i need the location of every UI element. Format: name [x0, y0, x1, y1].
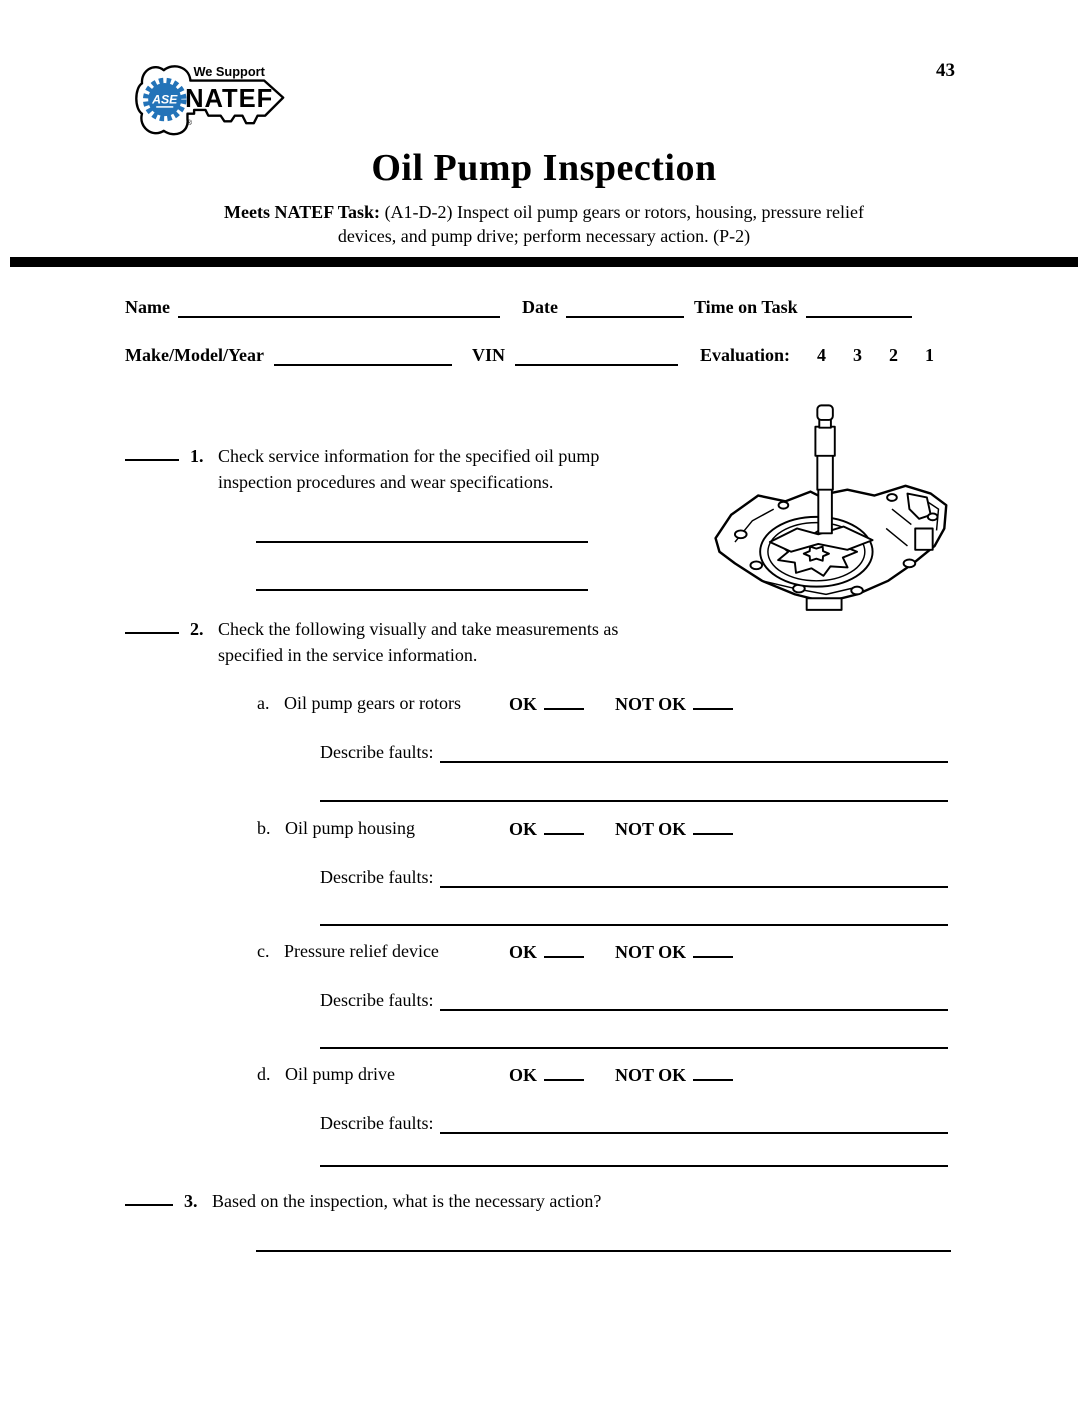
oil-pump-line-drawing — [702, 398, 954, 626]
subitem-d-ok-blank[interactable] — [544, 1064, 584, 1081]
date-label: Date — [521, 297, 558, 317]
subitem-c-row — [257, 941, 687, 965]
not-ok-label: NOT OK — [615, 1065, 687, 1085]
item-1-text-line-1: Check service information for the specified oil pump — [218, 446, 600, 466]
divider-rule — [10, 257, 1078, 267]
item-3-text — [212, 1188, 601, 1214]
subitem-a-text: Oil pump gears or rotors — [284, 693, 461, 713]
subitem-d-faults-blank[interactable] — [440, 1116, 948, 1134]
logo-support-text: We Support — [193, 63, 265, 79]
subitem-d-describe-row — [320, 1113, 948, 1134]
subitem-a-faults-blank[interactable] — [440, 745, 948, 763]
bolt-hole — [779, 502, 789, 509]
ok-label: OK — [509, 694, 538, 714]
bottom-tab — [807, 598, 842, 610]
pump-drive-shaft — [815, 405, 834, 533]
subitem-b-row — [257, 818, 687, 842]
bolt-hole — [887, 494, 897, 501]
subitem-a-letter: a. — [257, 693, 270, 713]
item-3-number: 3. — [184, 1191, 198, 1211]
subitem-b-faults-line-2[interactable] — [320, 924, 948, 926]
not-ok-label: NOT OK — [615, 694, 687, 714]
vin-label: VIN — [471, 345, 505, 365]
time-on-task-label: Time on Task — [693, 297, 798, 317]
describe-faults-label: Describe faults: — [320, 1113, 434, 1133]
item-2-number: 2. — [190, 619, 204, 639]
page-title: Oil Pump Inspection — [371, 147, 717, 189]
header-fields-row-2 — [125, 345, 950, 366]
bolt-hole — [851, 587, 863, 595]
subitem-a-faults-line-2[interactable] — [320, 800, 948, 802]
date-blank[interactable] — [566, 299, 684, 318]
item-2-text-line-1: Check the following visually and take measurements as — [218, 619, 619, 639]
subitem-c-text: Pressure relief device — [284, 941, 439, 961]
item-1-number: 1. — [190, 446, 204, 466]
make-model-year-label: Make/Model/Year — [125, 345, 264, 365]
subitem-c-describe-row — [320, 990, 948, 1011]
not-ok-label: NOT OK — [615, 819, 687, 839]
subitem-c-letter: c. — [257, 941, 270, 961]
header-fields-row-1 — [125, 297, 950, 318]
oil-pump-illustration — [702, 398, 954, 626]
item-1-text-line-2: inspection procedures and wear specifications. — [218, 472, 554, 492]
subitem-d-text: Oil pump drive — [285, 1064, 395, 1084]
task-line1: (A1-D-2) Inspect oil pump gears or rotors, housing, pressure relief — [380, 202, 864, 222]
task-item-3 — [125, 1188, 825, 1214]
subitem-b-describe-row — [320, 867, 948, 888]
subitem-b-notok-blank[interactable] — [693, 818, 733, 835]
subitem-c-faults-blank[interactable] — [440, 993, 948, 1011]
page-number: 43 — [936, 60, 955, 81]
natef-logo — [133, 55, 295, 145]
subitem-b-ok-blank[interactable] — [544, 818, 584, 835]
item-1-check-blank[interactable] — [125, 443, 179, 461]
item-1-writein-line-2[interactable] — [256, 589, 588, 591]
task-label: Meets NATEF Task: — [224, 202, 381, 222]
task-item-2 — [125, 616, 705, 668]
subitem-c-faults-line-2[interactable] — [320, 1047, 948, 1049]
bolt-hole — [750, 561, 762, 569]
not-ok-label: NOT OK — [615, 942, 687, 962]
evaluation-score-2[interactable]: 2 — [889, 345, 899, 365]
ok-label: OK — [509, 1065, 538, 1085]
describe-faults-label: Describe faults: — [320, 990, 434, 1010]
subitem-c-notok-blank[interactable] — [693, 941, 733, 958]
evaluation-score-1[interactable]: 1 — [925, 345, 935, 365]
subitem-d-notok-blank[interactable] — [693, 1064, 733, 1081]
subitem-b-faults-blank[interactable] — [440, 870, 948, 888]
describe-faults-label: Describe faults: — [320, 867, 434, 887]
item-2-text — [218, 616, 618, 668]
subitem-a-describe-row — [320, 742, 948, 763]
item-2-check-blank[interactable] — [125, 616, 179, 634]
item-3-answer-line[interactable] — [256, 1250, 951, 1252]
bracket-block — [915, 528, 932, 549]
name-blank[interactable] — [178, 299, 500, 318]
evaluation-score-3[interactable]: 3 — [853, 345, 863, 365]
make-model-year-blank[interactable] — [274, 347, 452, 366]
subitem-a-notok-blank[interactable] — [693, 693, 733, 710]
name-label: Name — [125, 297, 170, 317]
task-line2: devices, and pump drive; perform necessary action. (P-2) — [337, 226, 751, 246]
logo-org-text: NATEF — [185, 85, 274, 114]
item-3-check-blank[interactable] — [125, 1188, 173, 1206]
subitem-b-text: Oil pump housing — [285, 818, 416, 838]
bolt-hole — [928, 513, 938, 520]
ok-label: OK — [509, 942, 538, 962]
item-1-writein-line-1[interactable] — [256, 541, 588, 543]
subitem-b-letter: b. — [257, 818, 271, 838]
time-on-task-blank[interactable] — [806, 299, 912, 318]
describe-faults-label: Describe faults: — [320, 742, 434, 762]
item-2-text-line-2: specified in the service information. — [218, 645, 478, 665]
natef-key-logo-graphic — [133, 55, 295, 145]
item-3-text-line-1: Based on the inspection, what is the necessary action? — [212, 1191, 602, 1211]
item-1-text — [218, 443, 599, 495]
svg-text:ASE: ASE — [152, 92, 178, 107]
subitem-d-row — [257, 1064, 687, 1088]
task-statement — [0, 200, 1088, 248]
bolt-hole — [735, 530, 747, 538]
bolt-hole — [904, 559, 916, 567]
subitem-a-row — [257, 693, 687, 717]
evaluation-score-4[interactable]: 4 — [817, 345, 827, 365]
task-item-1 — [125, 443, 685, 495]
subitem-a-ok-blank[interactable] — [544, 693, 584, 710]
subitem-d-letter: d. — [257, 1064, 271, 1084]
subitem-c-ok-blank[interactable] — [544, 941, 584, 958]
ok-label: OK — [509, 819, 538, 839]
vin-blank[interactable] — [515, 347, 678, 366]
registered-mark: ® — [186, 118, 193, 128]
evaluation-label: Evaluation: — [699, 345, 791, 365]
subitem-d-faults-line-2[interactable] — [320, 1165, 948, 1167]
